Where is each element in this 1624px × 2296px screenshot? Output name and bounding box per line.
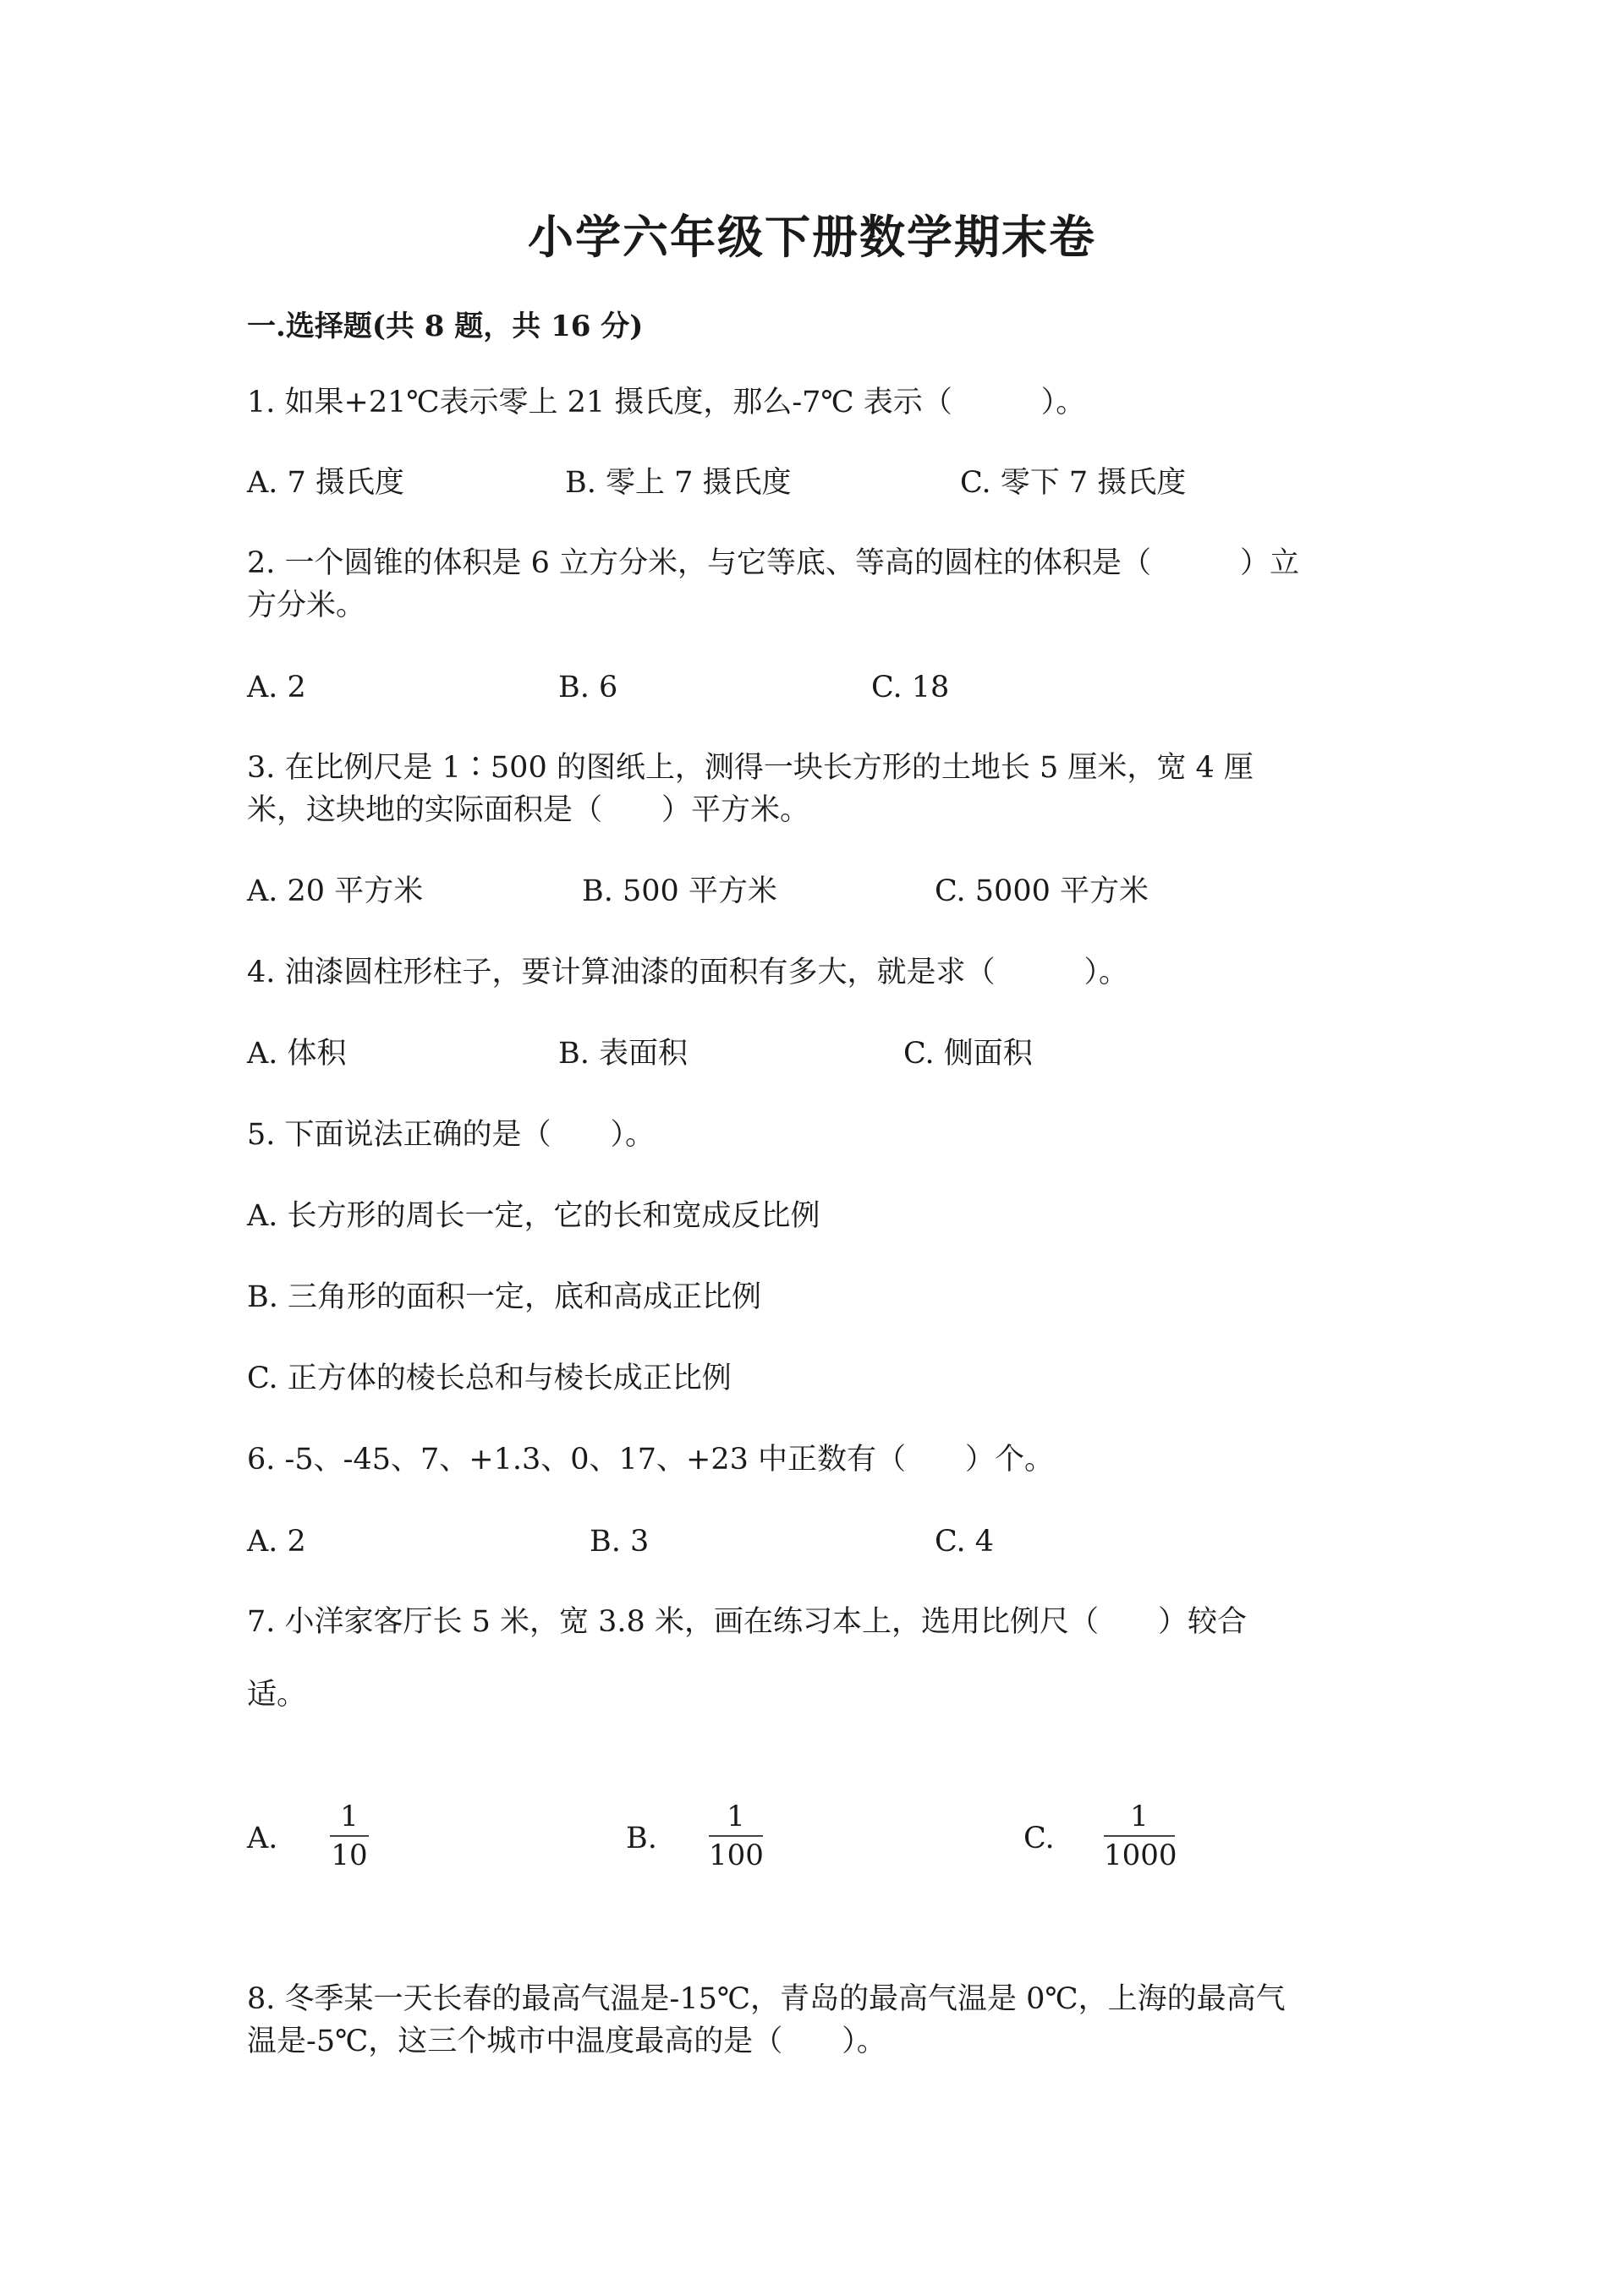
question-8-text-line-1: 8. 冬季某一天长春的最高气温是-15℃，青岛的最高气温是 0℃，上海的最高气 <box>247 1982 1286 2016</box>
question-5-option-a: A. 长方形的周长一定，它的长和宽成反比例 <box>247 1199 820 1233</box>
question-7-option-a: A. <box>247 1822 278 1855</box>
fraction-numerator: 1 <box>727 1800 745 1833</box>
fraction-denominator: 10 <box>331 1838 368 1872</box>
question-2-option-a: A. 2 <box>247 671 306 704</box>
question-5-option-b: B. 三角形的面积一定，底和高成正比例 <box>247 1280 761 1314</box>
question-3-option-c: C. 5000 平方米 <box>935 874 1149 908</box>
fraction-denominator: 1000 <box>1104 1838 1177 1872</box>
question-4-option-b: B. 表面积 <box>558 1037 688 1071</box>
fraction-bar <box>330 1835 369 1837</box>
question-8-text-line-2: 温是-5℃，这三个城市中温度最高的是（ ）。 <box>247 2025 886 2058</box>
question-3-text-line-1: 3. 在比例尺是 1∶500 的图纸上，测得一块长方形的土地长 5 厘米，宽 4 厘 <box>247 751 1254 785</box>
question-7-text-line-2: 适。 <box>247 1678 307 1712</box>
question-6-option-c: C. 4 <box>935 1525 995 1559</box>
question-3-option-b: B. 500 平方米 <box>582 874 777 908</box>
question-7-text-line-1: 7. 小洋家客厅长 5 米，宽 3.8 米，画在练习本上，选用比例尺（ ）较合 <box>247 1605 1247 1639</box>
question-3-text-line-2: 米，这块地的实际面积是（ ）平方米。 <box>247 793 810 827</box>
question-2-text-line-2: 方分米。 <box>247 589 366 622</box>
question-7-option-b: B. <box>626 1822 657 1855</box>
fraction-bar <box>709 1835 763 1837</box>
fraction-numerator: 1 <box>340 1800 359 1833</box>
question-4-option-a: A. 体积 <box>247 1037 347 1071</box>
question-3-option-a: A. 20 平方米 <box>247 874 424 908</box>
question-5-text: 5. 下面说法正确的是（ ）。 <box>247 1118 656 1152</box>
question-2-text-line-1: 2. 一个圆锥的体积是 6 立方分米，与它等底、等高的圆柱的体积是（ ）立 <box>247 546 1300 580</box>
page-title: 小学六年级下册数学期末卷 <box>528 210 1096 264</box>
question-7-option-b-fraction <box>709 1800 763 1872</box>
question-2-option-c: C. 18 <box>871 671 950 704</box>
section-heading: 一.选择题(共 8 题，共 16 分) <box>247 310 644 343</box>
question-7-option-c: C. <box>1023 1822 1055 1855</box>
question-1-text: 1. 如果+21℃表示零上 21 摄氏度，那么-7℃ 表示（ ）。 <box>247 386 1086 419</box>
question-7-option-c-fraction <box>1104 1800 1175 1872</box>
question-5-option-c: C. 正方体的棱长总和与棱长成正比例 <box>247 1362 732 1395</box>
question-4-text: 4. 油漆圆柱形柱子，要计算油漆的面积有多大，就是求（ ）。 <box>247 956 1129 989</box>
fraction-numerator: 1 <box>1130 1800 1149 1833</box>
fraction-bar <box>1104 1835 1175 1837</box>
question-6-text: 6. -5、-45、7、+1.3、0、17、+23 中正数有（ ）个。 <box>247 1443 1055 1477</box>
question-1-option-b: B. 零上 7 摄氏度 <box>565 466 792 500</box>
question-2-option-b: B. 6 <box>558 671 618 704</box>
question-1-option-a: A. 7 摄氏度 <box>247 466 404 500</box>
question-7-option-a-fraction <box>330 1800 369 1872</box>
question-1-option-c: C. 零下 7 摄氏度 <box>960 466 1187 500</box>
question-6-option-a: A. 2 <box>247 1525 306 1559</box>
question-6-option-b: B. 3 <box>590 1525 650 1559</box>
fraction-denominator: 100 <box>709 1838 764 1872</box>
question-4-option-c: C. 侧面积 <box>903 1037 1033 1071</box>
